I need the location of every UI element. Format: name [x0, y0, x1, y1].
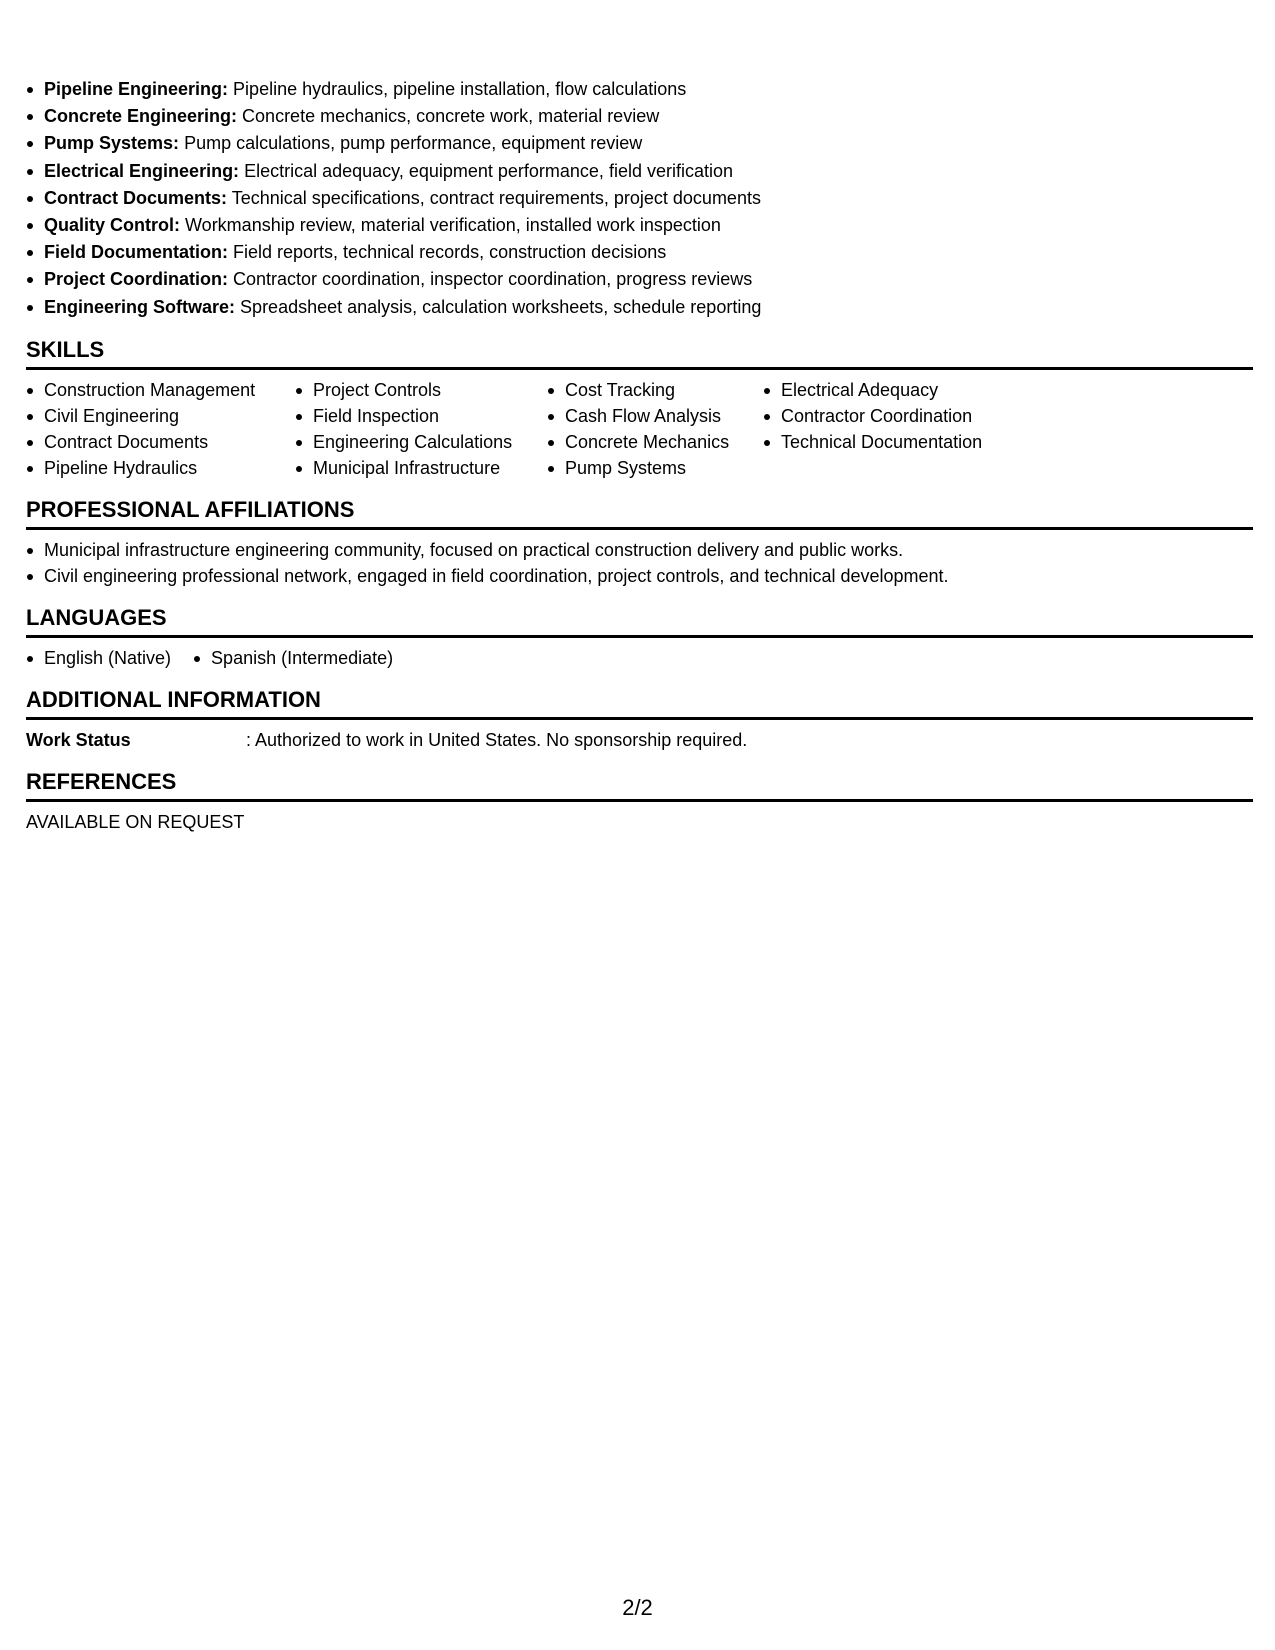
skill-item: Electrical Adequacy: [763, 377, 1023, 403]
page-number: 2/2: [622, 1595, 653, 1620]
affiliation-item: Civil engineering professional network, engaged in field coordination, project controls, and technical development.: [26, 563, 1253, 589]
expertise-title: Concrete Engineering:: [44, 106, 238, 127]
expertise-title: Field Documentation:: [44, 242, 228, 263]
expertise-text: Pump calculations, pump performance, equipment review: [184, 133, 643, 154]
skill-item: Contract Documents: [26, 429, 273, 455]
list-item: [26, 103, 1253, 130]
list-item: [26, 130, 1253, 157]
expertise-title: Pump Systems:: [44, 133, 180, 154]
work-status-value: : Authorized to work in United States. No sponsorship required.: [246, 729, 748, 750]
list-item: [26, 185, 1253, 212]
work-status-row: [26, 727, 1253, 753]
list-item: [26, 76, 1253, 103]
affiliations-heading: PROFESSIONAL AFFILIATIONS: [26, 497, 1253, 530]
additional-info-heading: ADDITIONAL INFORMATION: [26, 687, 1253, 720]
expertise-list: [26, 76, 1253, 321]
expertise-text: Electrical adequacy, equipment performance, field verification: [244, 160, 733, 181]
work-status-label: Work Status: [26, 729, 131, 750]
skill-item: Cash Flow Analysis: [547, 403, 741, 429]
list-item: [26, 212, 1253, 239]
expertise-text: Field reports, technical records, construction decisions: [233, 242, 667, 263]
skill-item: Project Controls: [295, 377, 525, 403]
resume-page: [26, 76, 1253, 835]
list-item: [26, 239, 1253, 266]
expertise-text: Workmanship review, material verification, installed work inspection: [185, 215, 721, 236]
list-item: [26, 294, 1253, 321]
expertise-title: Pipeline Engineering:: [44, 79, 229, 99]
expertise-title: Electrical Engineering:: [44, 160, 240, 181]
list-item: [26, 266, 1253, 293]
skill-item: Cost Tracking: [547, 377, 741, 403]
skills-heading: SKILLS: [26, 337, 1253, 370]
skills-column: [26, 377, 273, 481]
language-item: Spanish (Intermediate): [193, 645, 393, 671]
expertise-text: Spreadsheet analysis, calculation worksheets, schedule reporting: [240, 296, 762, 317]
expertise-title: Project Coordination:: [44, 269, 228, 290]
skill-item: Contractor Coordination: [763, 403, 1023, 429]
references-text: AVAILABLE ON REQUEST: [26, 811, 245, 832]
skill-item: Engineering Calculations: [295, 429, 525, 455]
skill-item: Technical Documentation: [763, 429, 1023, 455]
affiliations-list: [26, 537, 1253, 589]
expertise-title: Engineering Software:: [44, 296, 236, 317]
expertise-text: Technical specifications, contract requirements, project documents: [231, 187, 761, 208]
skill-item: Construction Management: [26, 377, 273, 403]
expertise-text: Contractor coordination, inspector coordination, progress reviews: [233, 269, 753, 290]
list-item: [26, 158, 1253, 185]
skills-column: [763, 377, 1023, 481]
skill-item: Civil Engineering: [26, 403, 273, 429]
skill-item: Pump Systems: [547, 455, 741, 481]
affiliation-item: Municipal infrastructure engineering community, focused on practical construction delivery and public works.: [26, 537, 1253, 563]
skill-item: Pipeline Hydraulics: [26, 455, 273, 481]
skills-column: [547, 377, 741, 481]
references-heading: REFERENCES: [26, 769, 1253, 802]
expertise-title: Contract Documents:: [44, 187, 228, 208]
expertise-text: Concrete mechanics, concrete work, material review: [242, 106, 660, 127]
expertise-text: Pipeline hydraulics, pipeline installation, flow calculations: [233, 79, 687, 99]
skills-grid: [26, 377, 1253, 481]
skill-item: Field Inspection: [295, 403, 525, 429]
skill-item: Concrete Mechanics: [547, 429, 741, 455]
languages-list: [26, 645, 1253, 671]
skill-item: Municipal Infrastructure: [295, 455, 525, 481]
languages-heading: LANGUAGES: [26, 605, 1253, 638]
expertise-title: Quality Control:: [44, 215, 180, 236]
language-item: English (Native): [26, 645, 171, 671]
skills-column: [295, 377, 525, 481]
